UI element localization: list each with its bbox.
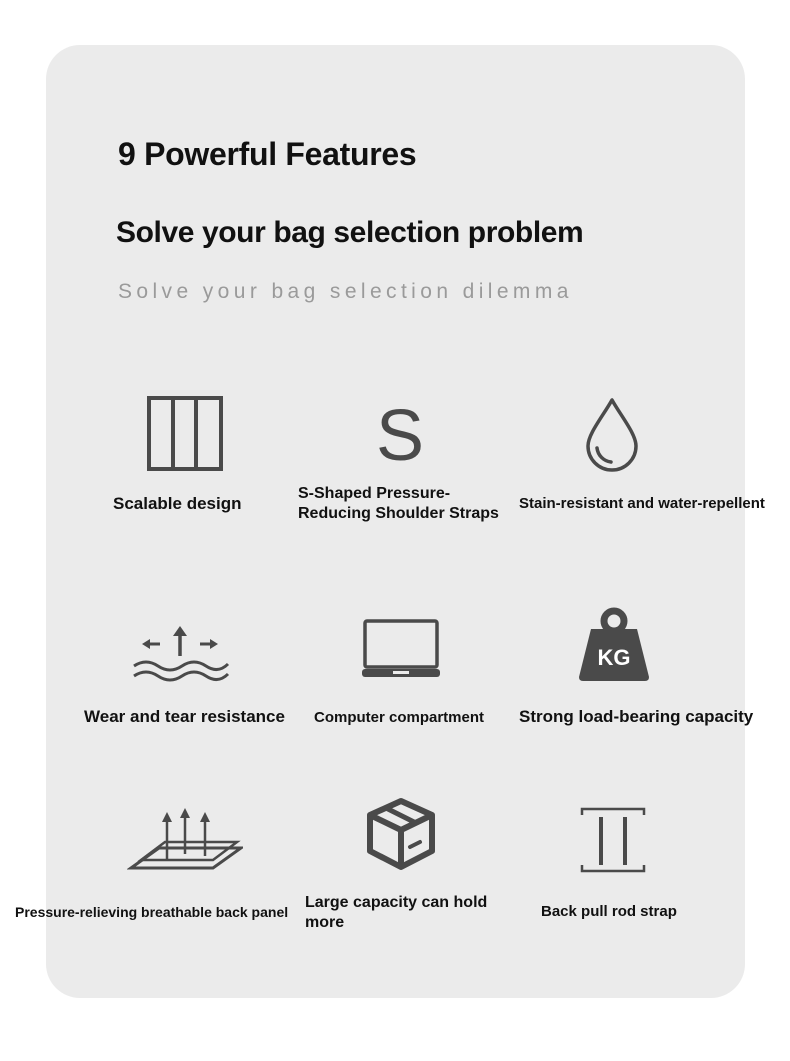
s-letter-glyph: S	[375, 398, 425, 468]
feature-label-scalable: Scalable design	[113, 494, 242, 513]
laptop-icon	[361, 619, 441, 679]
feature-label-computer-compartment: Computer compartment	[314, 709, 485, 726]
page-title: 9 Powerful Features	[118, 136, 417, 172]
kg-weight-icon	[577, 607, 651, 683]
feature-label-pull-rod-strap: Back pull rod strap	[541, 903, 677, 920]
water-drop-icon	[585, 396, 639, 472]
feature-label-breathable-panel: Pressure-relieving breathable back panel	[15, 904, 289, 920]
s-letter-icon	[372, 398, 428, 468]
feature-label-wear-tear: Wear and tear resistance	[84, 707, 285, 726]
feature-label-water-repellent: Stain-resistant and water-repellent	[519, 495, 765, 512]
feature-label-shoulder-straps: S-Shaped Pressure-Reducing Shoulder Straps	[298, 485, 499, 522]
fabric-stretch-icon	[130, 624, 230, 684]
page-tagline: Solve your bag selection dilemma	[118, 280, 573, 303]
feature-label-large-capacity: Large capacity can hold more	[305, 894, 488, 931]
breathable-panel-icon	[127, 806, 243, 872]
kg-glyph: KG	[597, 645, 631, 670]
page-subtitle: Solve your bag selection problem	[116, 216, 584, 249]
panels-icon	[147, 396, 223, 472]
trolley-strap-icon	[580, 807, 646, 873]
box-icon	[366, 797, 436, 871]
feature-label-load-bearing: Strong load-bearing capacity	[519, 707, 754, 726]
